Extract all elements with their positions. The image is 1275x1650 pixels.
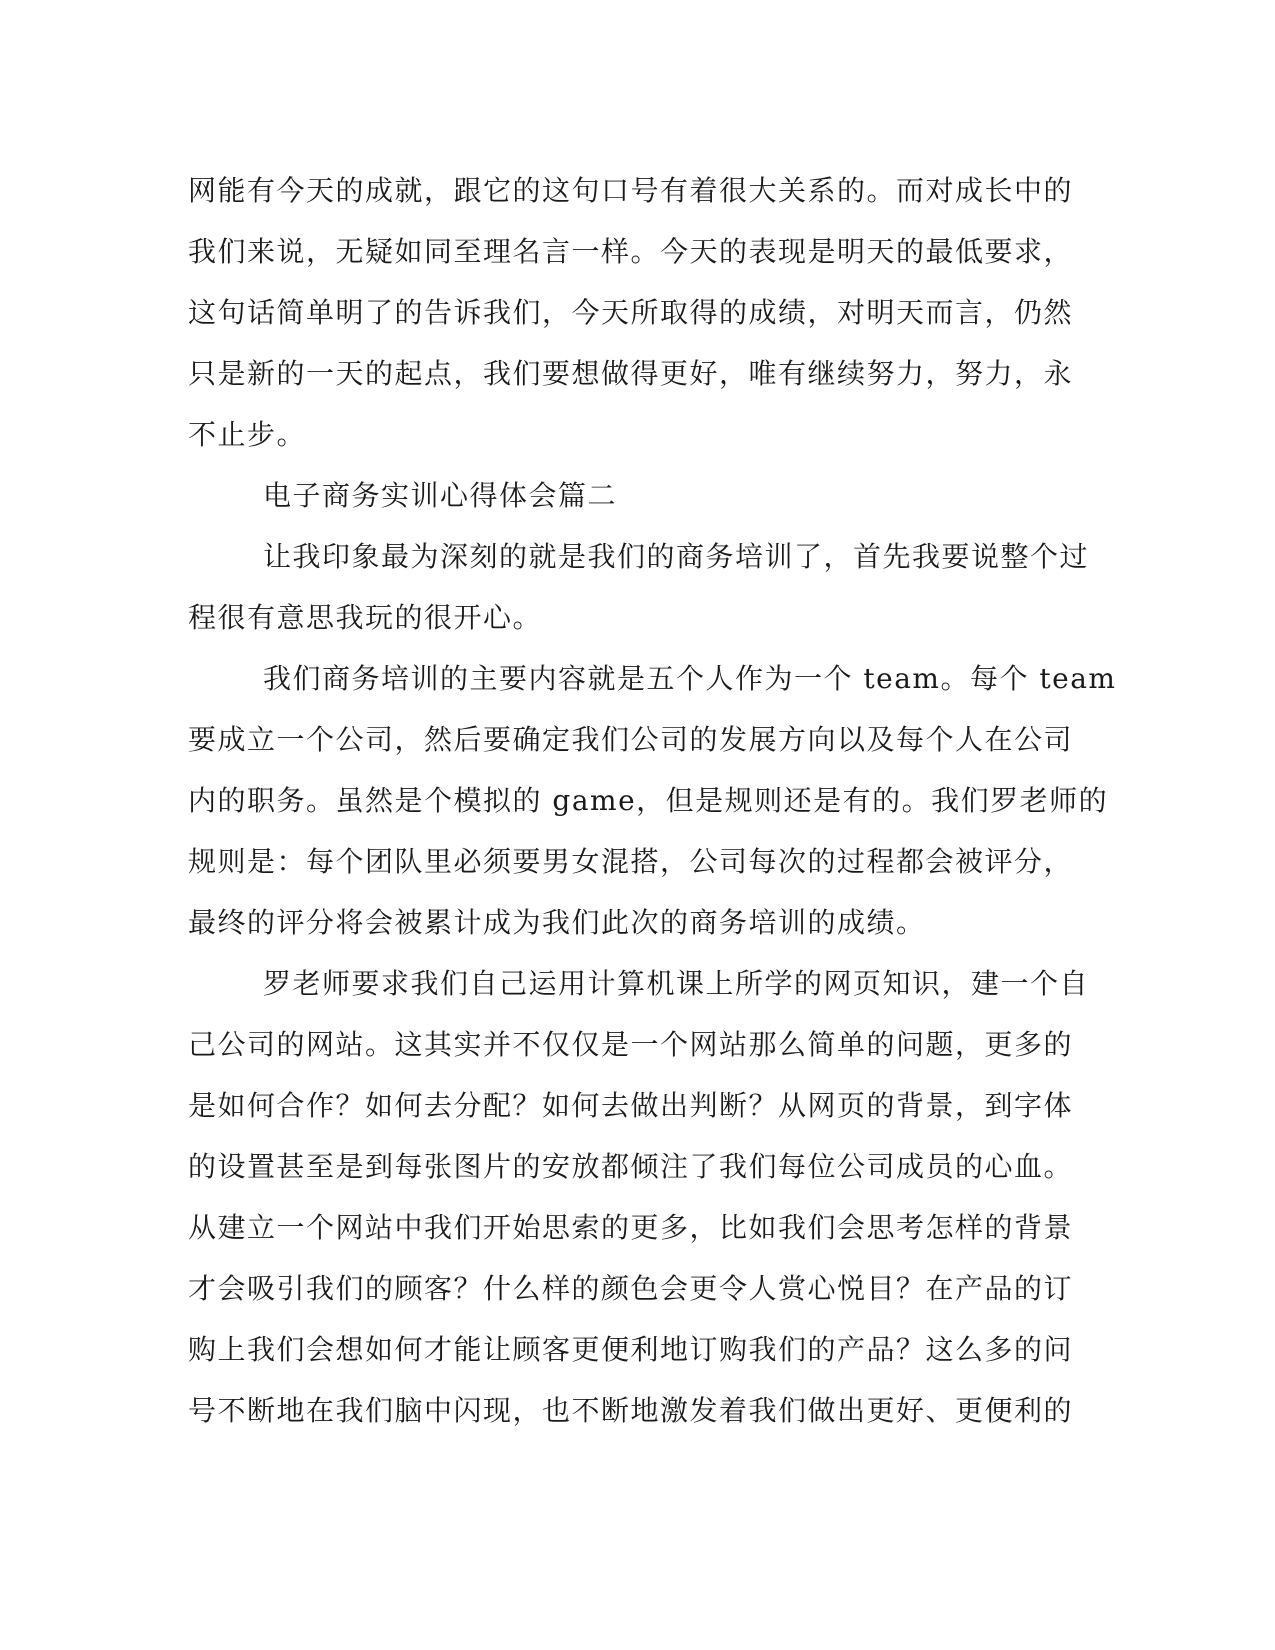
paragraph-line: 我们商务培训的主要内容就是五个人作为一个 team。每个 team <box>263 662 1117 695</box>
paragraph-line: 要成立一个公司，然后要确定我们公司的发展方向以及每个人在公司 <box>188 723 1074 756</box>
paragraph-line: 最终的评分将会被累计成为我们此次的商务培训的成绩。 <box>188 906 926 939</box>
paragraph-line: 内的职务。虽然是个模拟的 game，但是规则还是有的。我们罗老师的 <box>188 784 1109 817</box>
document-body <box>188 160 1117 1441</box>
paragraph-line: 购上我们会想如何才能让顾客更便利地订购我们的产品？这么多的问 <box>188 1333 1074 1366</box>
paragraph-line: 规则是：每个团队里必须要男女混搭，公司每次的过程都会被评分， <box>188 845 1074 878</box>
paragraph-line: 让我印象最为深刻的就是我们的商务培训了，首先我要说整个过 <box>263 540 1090 573</box>
paragraph-line: 罗老师要求我们自己运用计算机课上所学的网页知识，建一个自 <box>263 967 1090 1000</box>
paragraph-line: 这句话简单明了的告诉我们，今天所取得的成绩，对明天而言，仍然 <box>188 296 1074 329</box>
paragraph-line: 网能有今天的成就，跟它的这句口号有着很大关系的。而对成长中的 <box>188 174 1074 207</box>
paragraph-line: 才会吸引我们的顾客？什么样的颜色会更令人赏心悦目？在产品的订 <box>188 1272 1074 1305</box>
section-heading: 电子商务实训心得体会篇二 <box>263 479 618 512</box>
paragraph-line: 只是新的一天的起点，我们要想做得更好，唯有继续努力，努力，永 <box>188 357 1074 390</box>
paragraph-line: 我们来说，无疑如同至理名言一样。今天的表现是明天的最低要求， <box>188 235 1074 268</box>
paragraph-line: 从建立一个网站中我们开始思索的更多，比如我们会思考怎样的背景 <box>188 1211 1074 1244</box>
paragraph-line: 是如何合作？如何去分配？如何去做出判断？从网页的背景，到字体 <box>188 1089 1074 1122</box>
paragraph-line: 程很有意思我玩的很开心。 <box>188 601 543 634</box>
paragraph-line: 号不断地在我们脑中闪现，也不断地激发着我们做出更好、更便利的 <box>188 1394 1074 1427</box>
paragraph-line: 不止步。 <box>188 418 307 451</box>
paragraph-line: 的设置甚至是到每张图片的安放都倾注了我们每位公司成员的心血。 <box>188 1150 1074 1183</box>
paragraph-line: 己公司的网站。这其实并不仅仅是一个网站那么简单的问题，更多的 <box>188 1028 1074 1061</box>
